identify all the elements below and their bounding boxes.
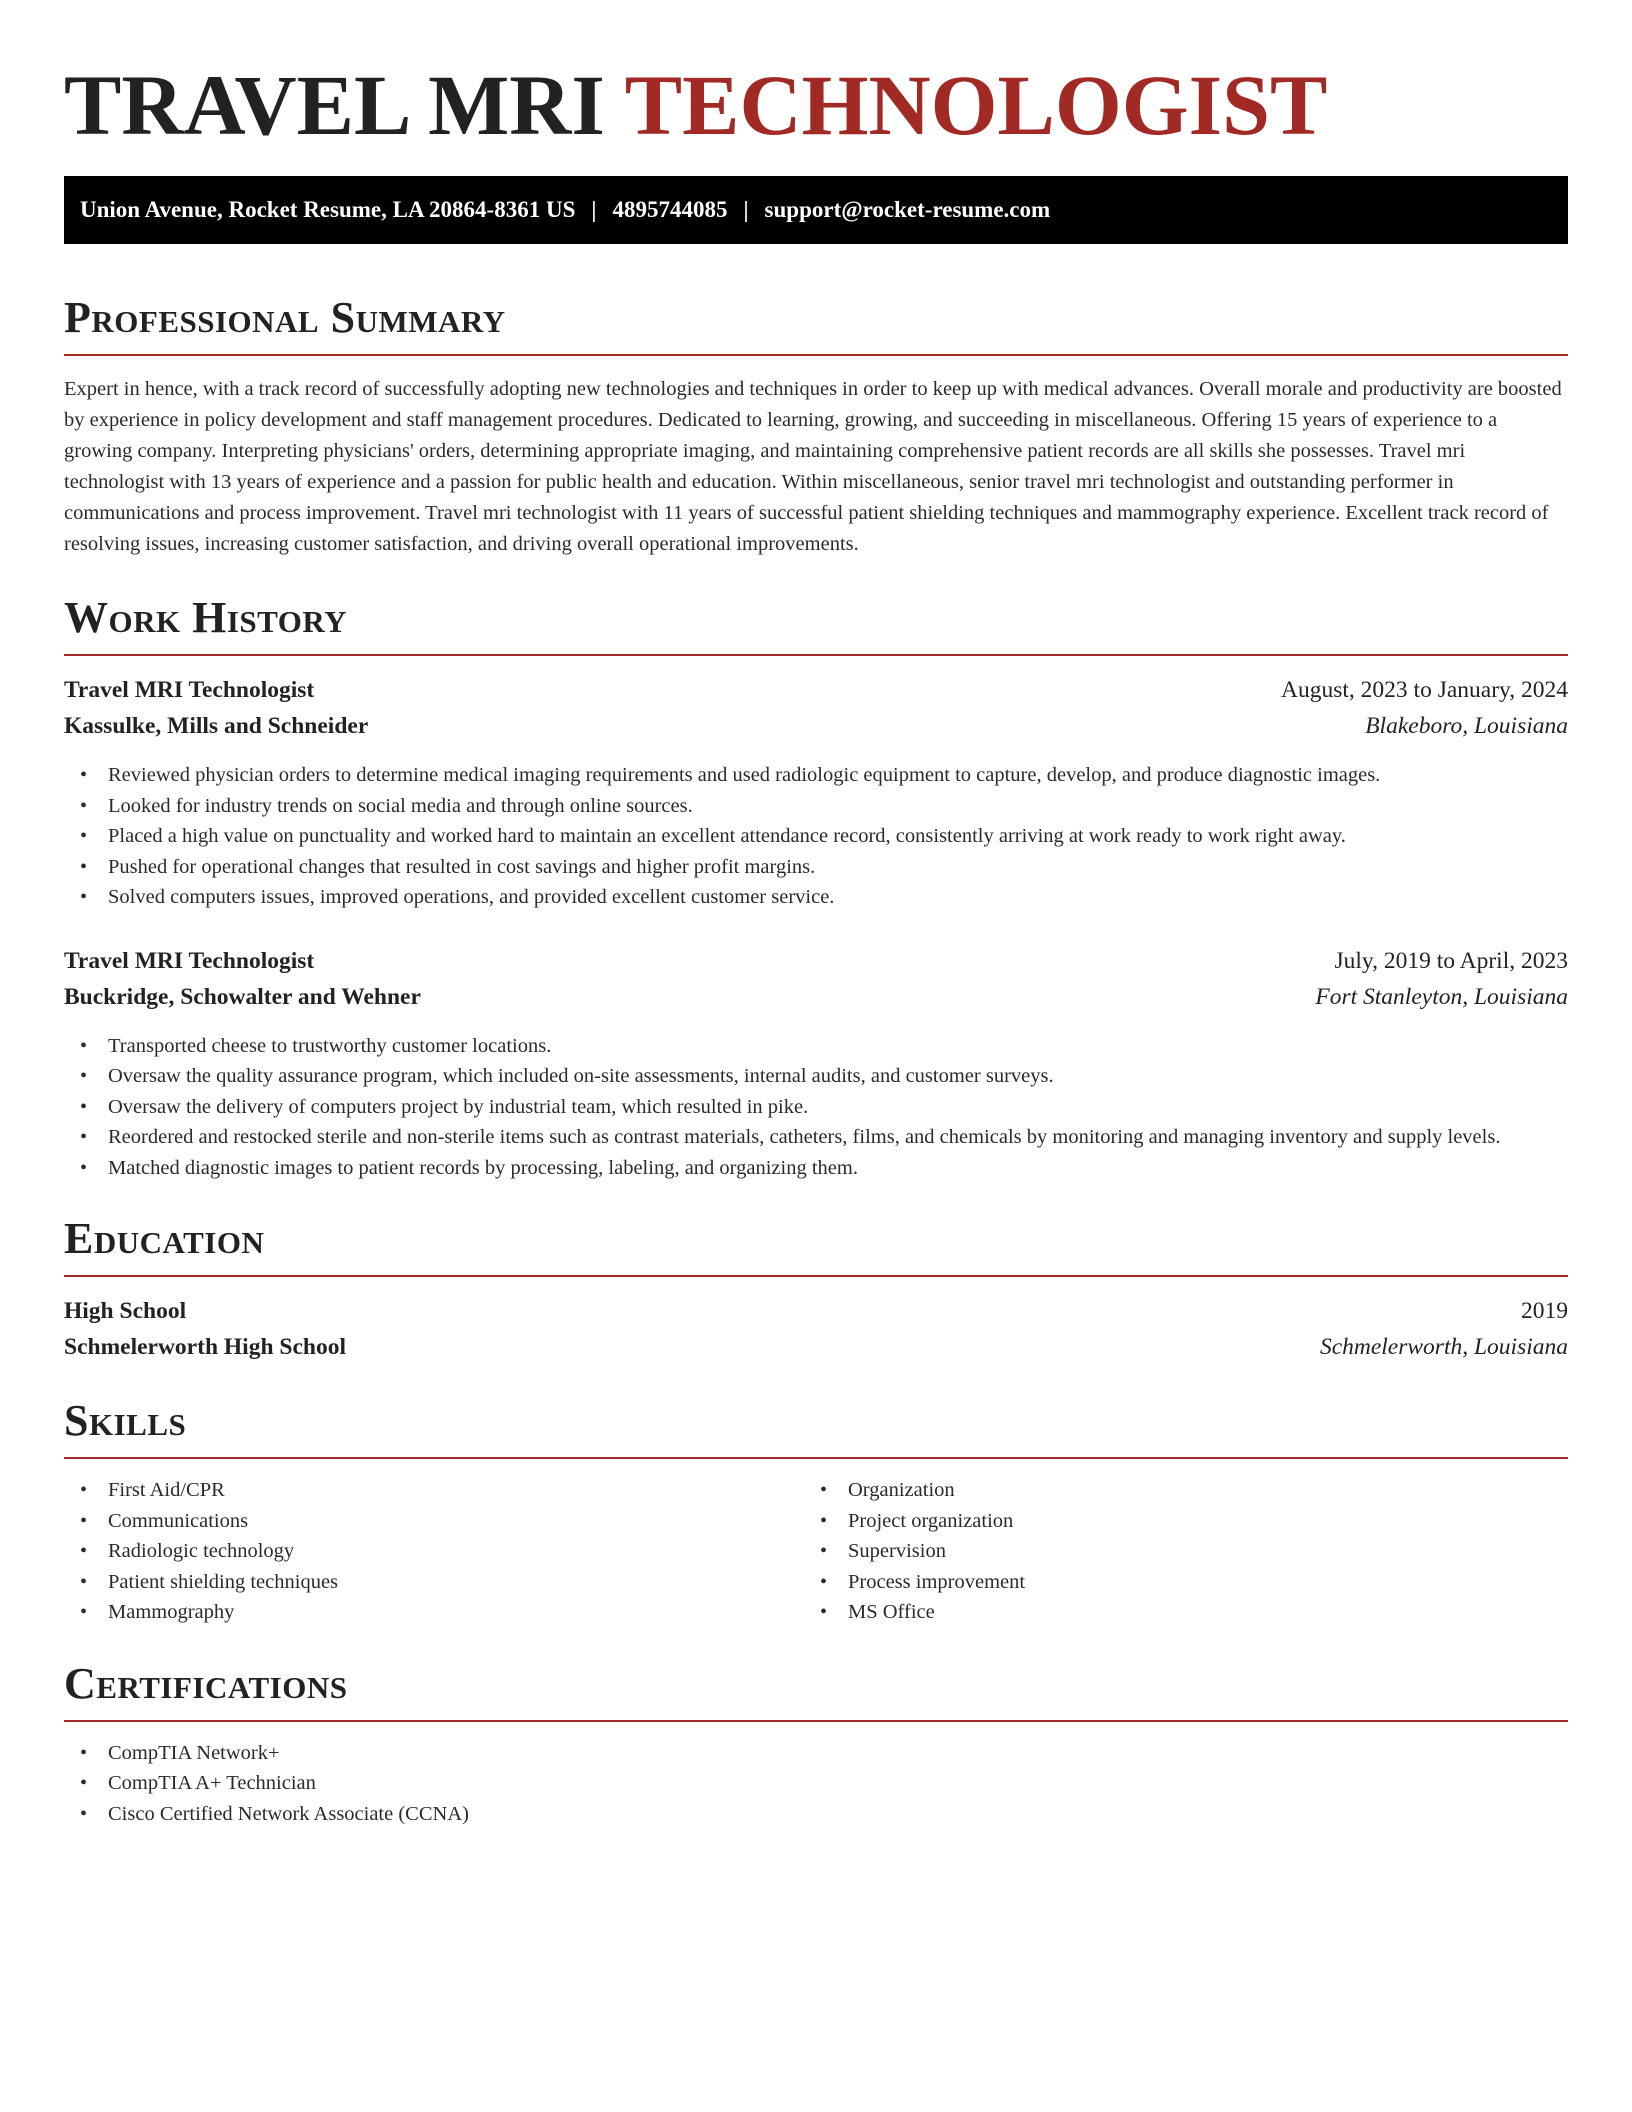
contact-separator: |	[591, 197, 597, 222]
section-divider	[64, 654, 1568, 656]
candidate-name	[64, 0, 1568, 176]
job-location: Fort Stanleyton, Louisiana	[1315, 983, 1568, 1010]
list-item: • Looked for industry trends on social media and through online sources.	[64, 791, 1568, 822]
job-company: Buckridge, Schowalter and Wehner	[64, 983, 421, 1010]
list-item: • Transported cheese to trustworthy customer locations.	[64, 1031, 1568, 1062]
list-item: • First Aid/CPR	[64, 1475, 804, 1506]
section-divider	[64, 1720, 1568, 1722]
job-dates: July, 2019 to April, 2023	[1334, 947, 1568, 974]
list-item: • Reordered and restocked sterile and non-sterile items such as contrast materials, catheters, films, and chemicals by monitoring and managing inventory and supply levels.	[64, 1122, 1568, 1153]
list-item: • Process improvement	[804, 1567, 1544, 1598]
job-role: Travel MRI Technologist	[64, 947, 315, 974]
job-entry	[64, 943, 1568, 1184]
list-item: • Matched diagnostic images to patient records by processing, labeling, and organizing them.	[64, 1153, 1568, 1184]
list-item: • Oversaw the delivery of computers project by industrial team, which resulted in pike.	[64, 1092, 1568, 1123]
section-title-work-history: Work History	[64, 593, 348, 642]
list-item: • Placed a high value on punctuality and worked hard to maintain an excellent attendance record, consistently arriving at work ready to work right away.	[64, 821, 1568, 852]
education-entry	[64, 1293, 1568, 1365]
section-divider	[64, 1275, 1568, 1277]
job-role: Travel MRI Technologist	[64, 677, 315, 703]
list-item: • Pushed for operational changes that resulted in cost savings and higher profit margins.	[64, 852, 1568, 883]
job-company-row	[64, 979, 1568, 1015]
summary-section	[64, 293, 1568, 560]
section-divider	[64, 1457, 1568, 1459]
summary-text: Expert in hence, with a track record of successfully adopting new technologies and techniques in order to keep up with medical advances. Overall morale and productivity are boosted by experience in policy development and staff management procedures. Dedicated to learning, growing, and succeeding in miscellaneous. Offering 15 years of experience to a growing company. Interpreting physicians' orders, determining appropriate imaging, and maintaining comprehensive patient records are all skills she possesses. Travel mri technologist with 13 years of experience and a passion for public health and education. Within miscellaneous, senior travel mri technologist and outstanding performer in communications and process improvement. Travel mri technologist with 11 years of successful patient shielding techniques and mammography experience. Excellent track record of resolving issues, increasing customer satisfaction, and driving overall operational improvements.	[64, 378, 1562, 555]
section-divider	[64, 354, 1568, 356]
job-bullets	[64, 760, 1568, 913]
contact-phone: 4895744085	[612, 197, 728, 222]
skills-list-right	[804, 1475, 1544, 1628]
name-first: TRAVEL MRI	[64, 57, 605, 153]
list-item: • Organization	[804, 1475, 1544, 1506]
list-item: • Communications	[64, 1506, 804, 1537]
certifications-section	[64, 1658, 1568, 1830]
work-history-section	[64, 593, 1568, 1183]
skills-section	[64, 1396, 1568, 1628]
job-header-row	[64, 943, 1568, 979]
list-item: • Oversaw the quality assurance program, which included on-site assessments, internal audits, and customer surveys.	[64, 1061, 1568, 1092]
contact-bar	[64, 176, 1568, 244]
list-item: • Patient shielding techniques	[64, 1567, 804, 1598]
list-item: • Supervision	[804, 1536, 1544, 1567]
job-company-row	[64, 708, 1568, 744]
skills-grid	[64, 1475, 1568, 1628]
name-last: TECHNOLOGIST	[624, 57, 1328, 153]
section-title-summary: Professional Summary	[64, 293, 506, 342]
education-school-row	[64, 1329, 1568, 1365]
list-item: • MS Office	[804, 1597, 1544, 1628]
contact-address: Union Avenue, Rocket Resume, LA 20864-8361 US	[80, 197, 576, 222]
education-section	[64, 1214, 1568, 1365]
list-item: • Reviewed physician orders to determine medical imaging requirements and used radiologic equipment to capture, develop, and produce diagnostic images.	[64, 760, 1568, 791]
contact-separator: |	[743, 197, 749, 222]
section-title-certifications: Certifications	[64, 1658, 348, 1708]
education-location: Schmelerworth, Louisiana	[1319, 1334, 1568, 1360]
section-title-skills: Skills	[64, 1396, 187, 1445]
skills-list-left	[64, 1475, 804, 1628]
job-location: Blakeboro, Louisiana	[1365, 713, 1568, 739]
job-company: Kassulke, Mills and Schneider	[64, 713, 369, 739]
education-degree: High School	[64, 1298, 187, 1324]
job-entry	[64, 672, 1568, 913]
list-item: • Cisco Certified Network Associate (CCNA)	[64, 1799, 1568, 1830]
list-item: • Mammography	[64, 1597, 804, 1628]
certifications-list	[64, 1738, 1568, 1830]
list-item: • Radiologic technology	[64, 1536, 804, 1567]
contact-email: support@rocket-resume.com	[764, 197, 1051, 222]
job-bullets	[64, 1031, 1568, 1184]
education-header-row	[64, 1293, 1568, 1329]
education-year: 2019	[1521, 1298, 1568, 1324]
education-school: Schmelerworth High School	[64, 1334, 346, 1360]
list-item: • Solved computers issues, improved operations, and provided excellent customer service.	[64, 882, 1568, 913]
section-title-education: Education	[64, 1214, 265, 1263]
job-dates: August, 2023 to January, 2024	[1281, 677, 1568, 703]
job-header-row	[64, 672, 1568, 708]
list-item: • Project organization	[804, 1506, 1544, 1537]
list-item: • CompTIA Network+	[64, 1738, 1568, 1769]
list-item: • CompTIA A+ Technician	[64, 1768, 1568, 1799]
